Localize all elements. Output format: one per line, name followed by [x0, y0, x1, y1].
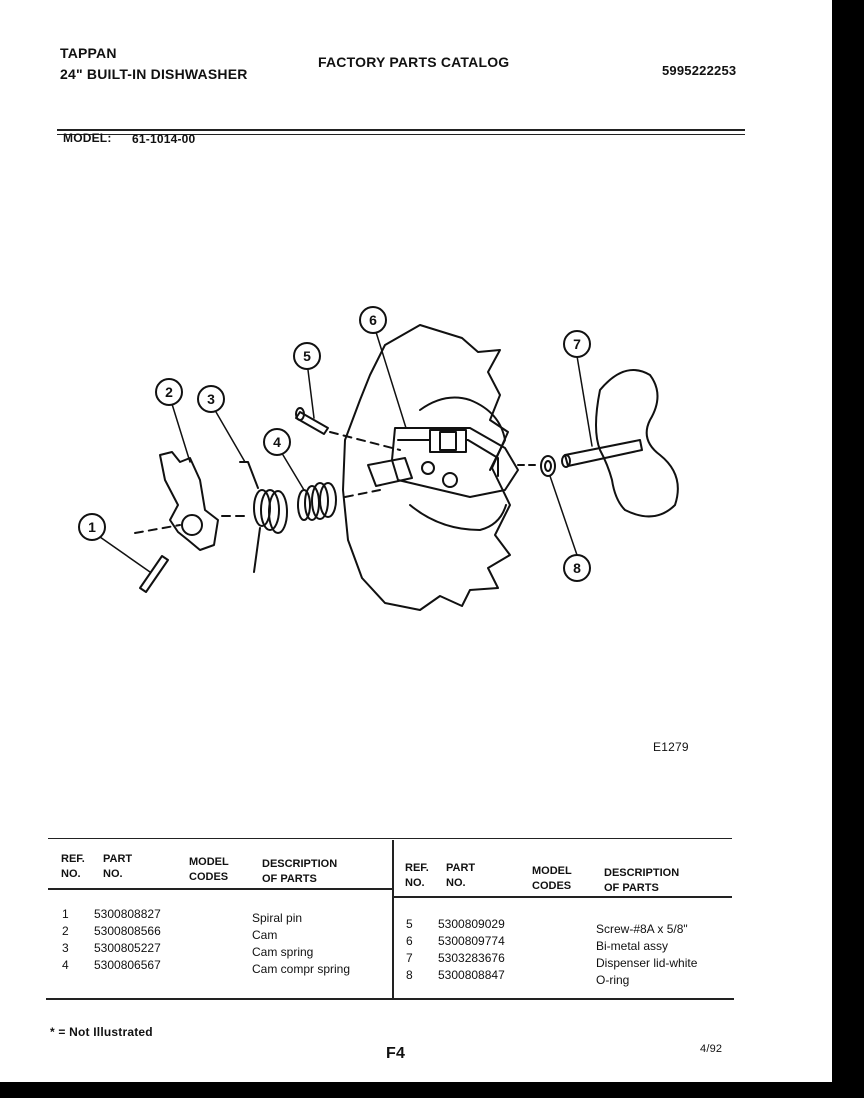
table-column-part-right	[438, 916, 505, 984]
screw	[296, 412, 328, 434]
table-header-rule-left	[48, 888, 392, 890]
model-number: 61-1014-00	[132, 132, 196, 146]
table-row: Bi-metal assy	[596, 939, 669, 953]
header-part-right: PART NO.	[446, 862, 476, 889]
header-ref-right: REF. NO.	[405, 862, 429, 889]
header-desc-right: DESCRIPTION OF PARTS	[604, 867, 680, 894]
table-row: 5300808847	[438, 968, 505, 982]
not-illustrated-note: * = Not Illustrated	[50, 1025, 153, 1039]
header-part: PART NO.	[103, 853, 133, 880]
table-row: 8	[406, 968, 413, 982]
table-column-ref	[62, 906, 69, 974]
product-name: 24" BUILT-IN DISHWASHER	[60, 66, 248, 82]
callout-label-7: 7	[573, 336, 581, 352]
catalog-title: FACTORY PARTS CATALOG	[318, 54, 510, 70]
model-label: MODEL:	[63, 131, 112, 145]
scan-border-right	[832, 0, 864, 1098]
o-ring	[541, 456, 555, 476]
table-row: 4	[62, 958, 69, 972]
table-row: 7	[406, 951, 413, 965]
cam-spring	[240, 462, 287, 572]
callout-label-2: 2	[165, 384, 173, 400]
table-row: 5303283676	[438, 951, 505, 965]
catalog-number: 5995222253	[662, 63, 737, 78]
table-center-divider	[392, 840, 394, 998]
table-row: Screw-#8A x 5/8"	[596, 922, 688, 936]
table-row: Dispenser lid-white	[596, 956, 698, 970]
callout-label-3: 3	[207, 391, 215, 407]
callout-label-5: 5	[303, 348, 311, 364]
header-desc: DESCRIPTION OF PARTS	[262, 858, 338, 885]
exploded-parts-diagram	[0, 280, 832, 640]
scan-border-bottom	[0, 1082, 864, 1098]
table-row: 5	[406, 917, 413, 931]
header-model: MODEL CODES	[189, 856, 229, 883]
callout-label-1: 1	[88, 519, 96, 535]
brand-name: TAPPAN	[60, 45, 117, 61]
table-row: 5300806567	[94, 958, 161, 972]
header-model-right: MODEL CODES	[532, 865, 572, 892]
table-row: 5300805227	[94, 941, 161, 955]
table-column-desc-right	[596, 921, 697, 989]
callout-label-8: 8	[573, 560, 581, 576]
table-row: Cam spring	[252, 945, 314, 959]
table-row: 5300808566	[94, 924, 161, 938]
table-row: 6	[406, 934, 413, 948]
table-row: 1	[62, 907, 69, 921]
header-ref: REF. NO.	[61, 853, 85, 880]
table-row: Cam compr spring	[252, 962, 351, 976]
table-row: 5300809774	[438, 934, 505, 948]
table-row: Spiral pin	[252, 911, 303, 925]
table-row: 5300808827	[94, 907, 161, 921]
table-column-part	[94, 906, 161, 974]
drawing-code: E1279	[653, 740, 689, 754]
table-header-rule-right	[394, 896, 732, 898]
table-column-ref-right	[406, 916, 413, 984]
table-top-rule	[48, 838, 732, 839]
callout-label-4: 4	[273, 434, 281, 450]
table-row: Cam	[252, 928, 278, 942]
header-rule	[57, 129, 745, 131]
hinge-pin	[565, 440, 642, 466]
spiral-pin	[140, 556, 168, 592]
page-number: F4	[386, 1045, 406, 1062]
dispenser-lid	[596, 370, 678, 516]
callout-label-6: 6	[369, 312, 377, 328]
table-bottom-rule	[46, 998, 734, 1000]
revision-date: 4/92	[700, 1043, 723, 1055]
table-column-desc	[252, 910, 350, 978]
table-row: 2	[62, 924, 69, 938]
table-row: 3	[62, 941, 69, 955]
table-row: 5300809029	[438, 917, 505, 931]
table-row: O-ring	[596, 973, 630, 987]
